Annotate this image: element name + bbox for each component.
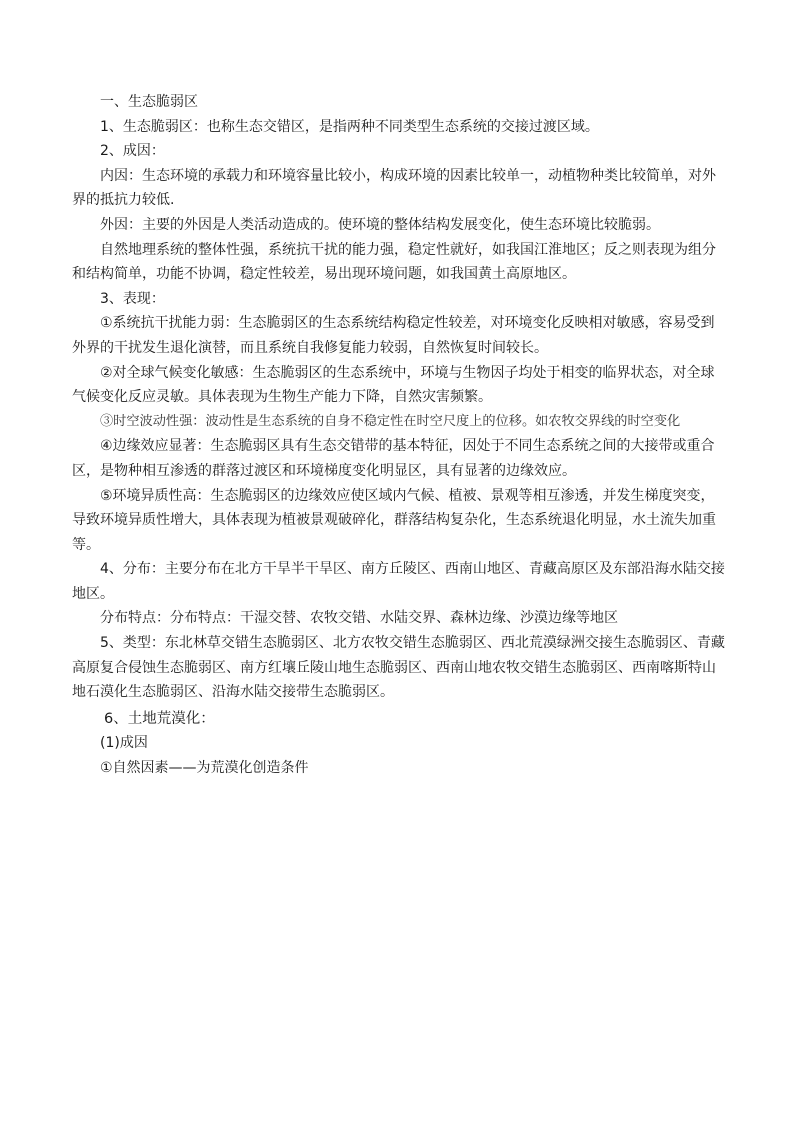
external-cause-paragraph: 外因：主要的外因是人类活动造成的。使环境的整体结构发展变化，使生态环境比较脆弱。 [100,216,660,233]
distribution-paragraph: 4、分布：主要分布在北方干旱半干旱区、南方丘陵区、西南山地区、青藏高原区及东部沿海水陆交接地区。 [72,561,725,602]
document-body [72,90,726,781]
manifestation-item-4: ④边缘效应显著：生态脆弱区具有生态交错带的基本特征，因处于不同生态系统之间的大接带或重合区，是物种相互渗透的群落过渡区和环境梯度变化明显区，具有显著的边缘效应。 [72,438,715,479]
distribution-features-paragraph: 分布特点：分布特点：干湿交替、农牧交错、水陆交界、森林边缘、沙漠边缘等地区 [100,610,618,627]
natural-factors-item: ①自然因素——为荒漠化创造条件 [100,760,309,777]
system-integrity-paragraph: 自然地理系统的整体性强，系统抗干扰的能力强，稳定性就好，如我国江淮地区；反之则表现为组分和结构简单，功能不协调，稳定性较差，易出现环境问题，如我国黄土高原地区。 [72,241,716,283]
definition-paragraph: 1、生态脆弱区：也称生态交错区，是指两种不同类型生态系统的交接过渡区域。 [100,118,599,135]
manifestation-item-5: ⑤环境异质性高：生态脆弱区的边缘效应使区域内气候、植被、景观等相互渗透，并发生梯度突变，导致环境异质性增大，具体表现为植被景观破碎化，群落结构复杂化，生态系统退化明显，水土流失加重等。 [72,487,716,553]
causes-heading: 2、成因： [100,143,165,160]
manifestation-item-2: ②对全球气候变化敏感：生态脆弱区的生态系统中，环境与生物因子均处于相变的临界状态，对全球气候变化反应灵敏。具体表现为生物生产能力下降，自然灾害频繁。 [72,364,715,406]
desertification-heading: 6、土地荒漠化： [104,710,215,727]
manifestation-item-3: ③时空波动性强：波动性是生态系统的自身不稳定性在时空尺度上的位移。如农牧交界线的时空变化 [100,413,681,429]
manifestation-item-1: ①系统抗干扰能力弱：生态脆弱区的生态系统结构稳定性较差，对环境变化反映相对敏感，容易受到外界的干扰发生退化演替，而且系统自我修复能力较弱，自然恢复时间较长。 [72,315,715,356]
desertification-causes-heading: (1)成因 [100,735,148,752]
types-paragraph: 5、类型：东北林草交错生态脆弱区、北方农牧交错生态脆弱区、西北荒漠绿洲交接生态脆弱区、青藏高原复合侵蚀生态脆弱区、南方红壤丘陵山地生态脆弱区、西南山地农牧交错生态脆弱区、西南喀斯特山地石漠化生态脆弱区、沿海水陆交接带生态脆弱区。 [72,635,725,701]
manifestation-heading: 3、表现： [100,290,165,307]
section-heading: 一、生态脆弱区 [100,94,198,110]
internal-cause-paragraph: 内因：生态环境的承载力和环境容量比较小，构成环境的因素比较单一，动植物种类比较简单，对外界的抵抗力较低. [72,167,716,209]
